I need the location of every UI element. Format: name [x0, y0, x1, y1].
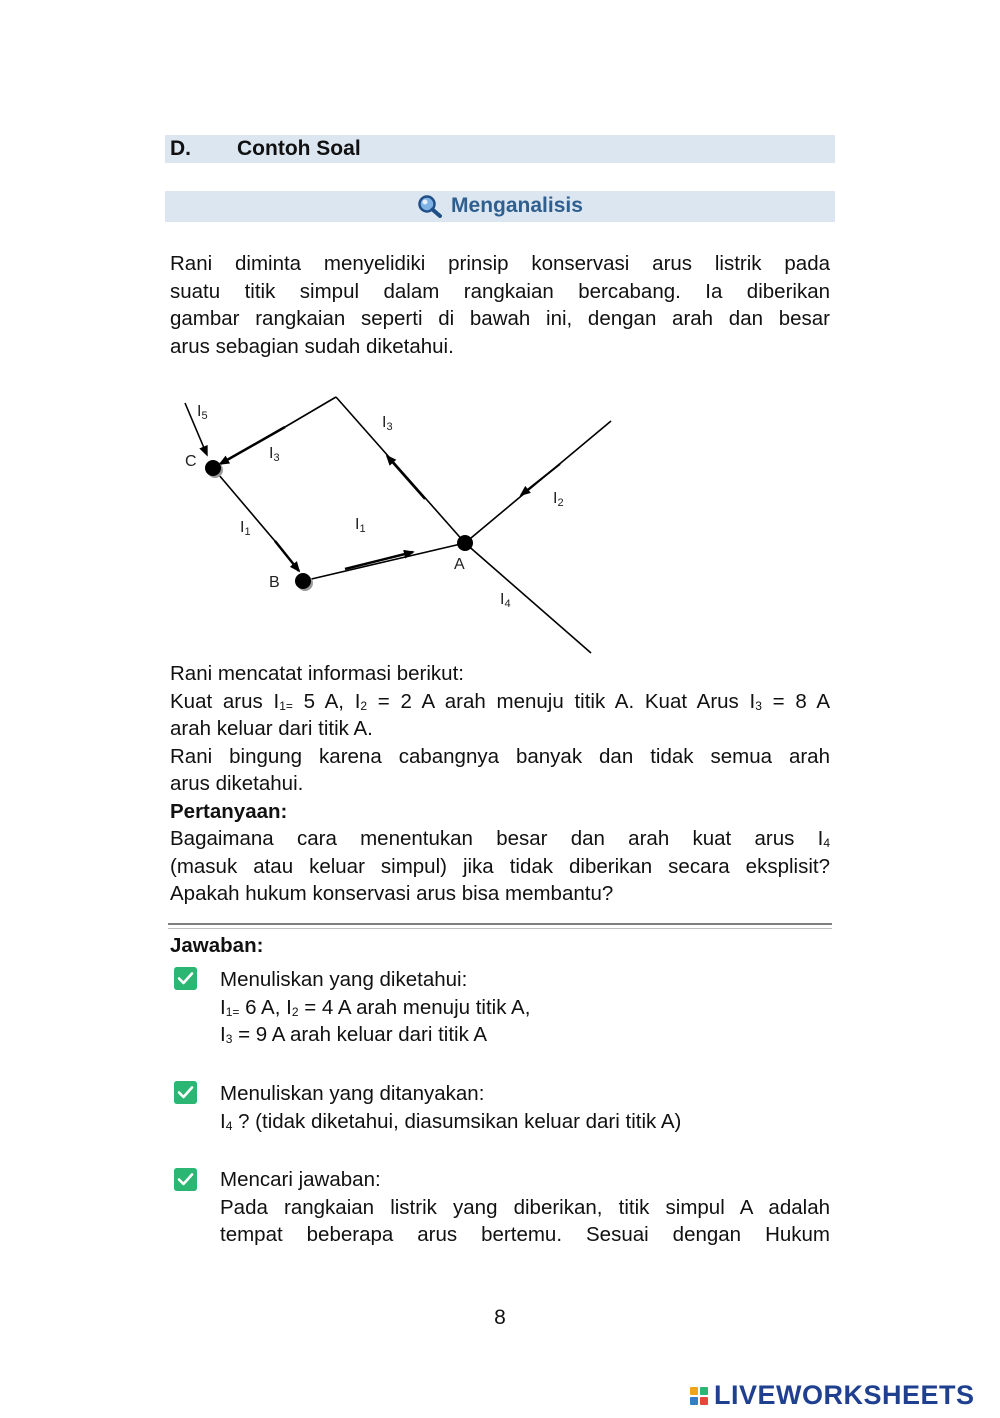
- intro-line: Rani diminta menyelidiki prinsip konservasi arus listrik pada: [170, 252, 830, 275]
- analysis-header: [165, 191, 835, 222]
- answer-item-asked: [220, 1080, 830, 1135]
- arrow-i1-left: [275, 541, 299, 571]
- intro-paragraph: [170, 250, 830, 360]
- section-title: Contoh Soal: [237, 137, 361, 160]
- item-line: tempat beberapa arus bertemu. Sesuai dengan Hukum: [220, 1223, 830, 1246]
- node-a: [457, 535, 473, 551]
- node-b-label: B: [269, 574, 280, 591]
- item-line: $I_4$ ? (tidak diketahui, diasumsikan keluar dari titik A): [220, 1109, 682, 1133]
- page-number: 8: [494, 1306, 506, 1329]
- checkbox-checked-icon[interactable]: [174, 1168, 197, 1191]
- divider: [168, 923, 832, 929]
- item-heading: Menuliskan yang ditanyakan:: [220, 1082, 485, 1105]
- item-heading: Menuliskan yang diketahui:: [220, 968, 468, 991]
- checkbox-checked-icon[interactable]: [174, 967, 197, 990]
- item-heading: Mencari jawaban:: [220, 1168, 381, 1191]
- label-i1-mid: I1: [355, 516, 366, 535]
- label-i3-top: I3: [382, 414, 393, 433]
- checkbox-checked-icon[interactable]: [174, 1081, 197, 1104]
- node-b: [295, 573, 311, 589]
- item-line: Pada rangkaian listrik yang diberikan, titik simpul A adalah: [220, 1195, 830, 1219]
- label-i4: I4: [500, 591, 511, 610]
- info-line: Rani bingung karena cabangnya banyak dan tidak semua arah: [170, 744, 830, 768]
- answer-item-known: [220, 966, 830, 1049]
- info-line: Rani mencatat informasi berikut:: [170, 662, 464, 685]
- info-paragraph: [170, 660, 830, 908]
- question-label: Pertanyaan:: [170, 799, 288, 823]
- section-letter: D.: [170, 137, 191, 160]
- answer-title: Jawaban:: [170, 934, 264, 957]
- label-i5: I5: [197, 403, 208, 422]
- info-line: Kuat arus $I_{1=}$ 5 A, $I_2 = 2$ A arah menuju titik A. Kuat Arus $I_3 = 8$ A: [170, 689, 830, 713]
- analysis-label: Menganalisis: [451, 194, 583, 217]
- answer-item-solve: [220, 1166, 830, 1249]
- info-line: arus diketahui.: [170, 772, 304, 795]
- intro-line: gambar rangkaian seperti di bawah ini, dengan arah dan besar: [170, 307, 830, 330]
- intro-line: arus sebagian sudah diketahui.: [170, 334, 454, 358]
- brand-name: LIVEWORKSHEETS: [714, 1380, 975, 1410]
- label-i1-left: I1: [240, 519, 251, 538]
- wire-b-a: [303, 543, 465, 581]
- arrow-i3-top: [387, 456, 425, 499]
- question-line: Apakah hukum konservasi arus bisa membantu?: [170, 882, 614, 905]
- label-i3-left: I3: [269, 445, 280, 464]
- node-c-label: C: [185, 453, 197, 470]
- arrow-i1-mid: [345, 552, 413, 569]
- node-c: [205, 460, 221, 476]
- intro-line: suatu titik simpul dalam rangkaian bercabang. Ia diberikan: [170, 279, 830, 303]
- item-line: $I_{1=}$ 6 A, $I_2 = 4$ A arah menuju titik A,: [220, 995, 531, 1019]
- label-i2: I2: [553, 490, 564, 509]
- circuit-wires: [185, 397, 611, 653]
- item-line: $I_3 = 9$ A arah keluar dari titik A: [220, 1023, 488, 1046]
- question-line: Bagaimana cara menentukan besar dan arah kuat arus $I_4$: [170, 827, 830, 850]
- brand-logo[interactable]: [690, 1380, 975, 1411]
- brand-grid-icon: [690, 1387, 708, 1405]
- info-line: arah keluar dari titik A.: [170, 717, 373, 740]
- question-line: (masuk atau keluar simpul) jika tidak diberikan secara eksplisit?: [170, 854, 830, 878]
- wire-i4: [465, 543, 591, 653]
- section-header: [165, 135, 835, 163]
- wire-top-left: [285, 397, 336, 427]
- circuit-diagram: [170, 385, 640, 660]
- node-a-label: A: [454, 556, 465, 573]
- magnifier-icon: [417, 194, 443, 218]
